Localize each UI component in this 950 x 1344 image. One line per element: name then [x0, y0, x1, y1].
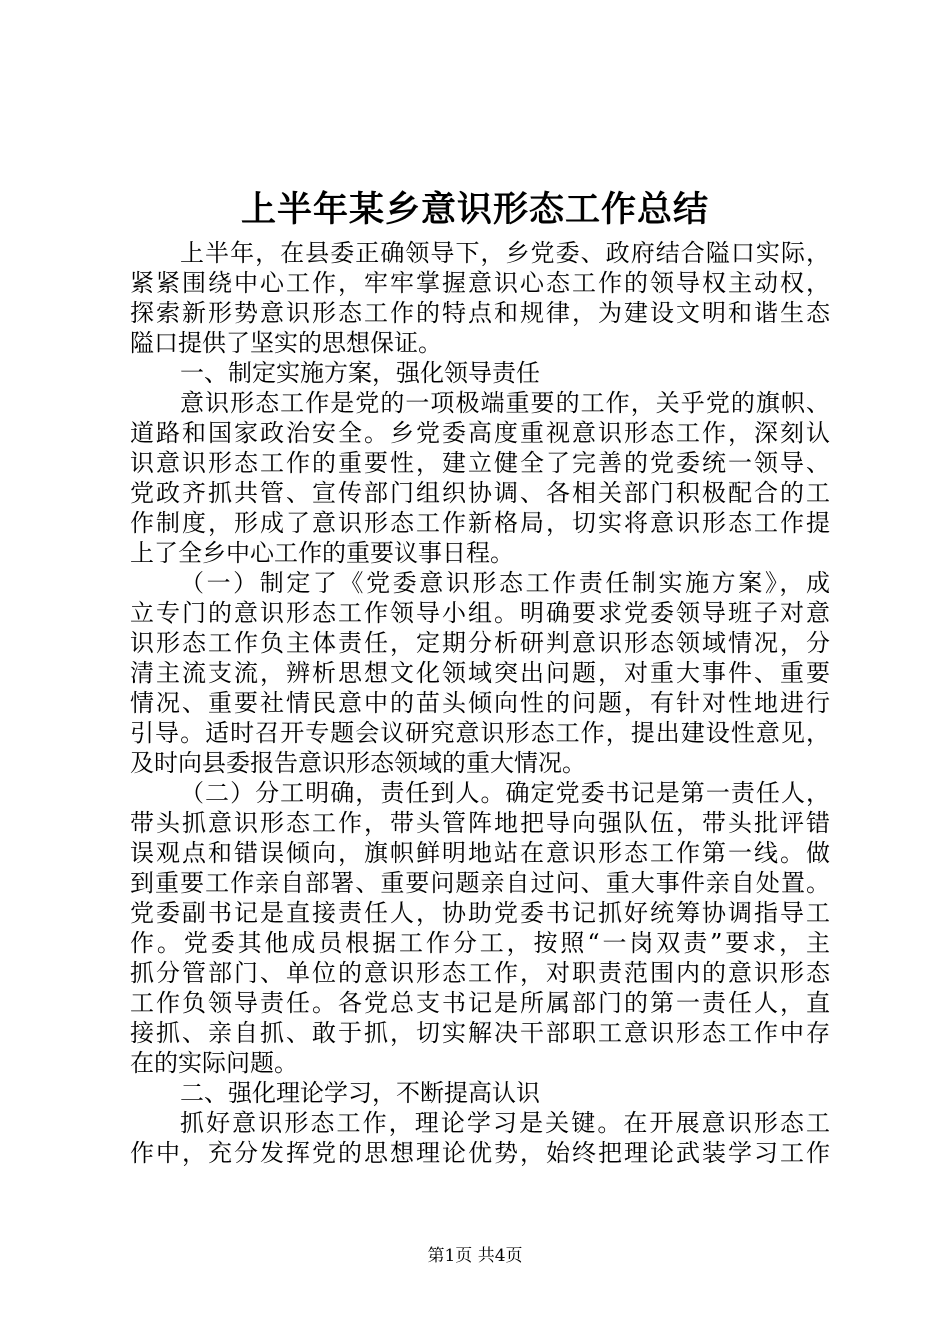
text-line: 作制度，形成了意识形态工作新格局，切实将意识形态工作提 — [130, 509, 830, 537]
document-title: 上半年某乡意识形态工作总结 — [240, 189, 709, 230]
text-line: 误观点和错误倾向，旗帜鲜明地站在意识形态工作第一线。做 — [130, 839, 830, 867]
text-line: 抓好意识形态工作，理论学习是关键。在开展意识形态工 — [180, 1109, 830, 1137]
text-line: 在的实际问题。 — [130, 1049, 298, 1077]
text-line: 党政齐抓共管、宣传部门组织协调、各相关部门积极配合的工 — [130, 479, 830, 507]
text-line: 识形态工作负主体责任，定期分析研判意识形态领域情况，分 — [130, 629, 830, 657]
text-line: 上半年，在县委正确领导下，乡党委、政府结合隘口实际， — [180, 239, 830, 267]
text-line: 清主流支流，辨析思想文化领域突出问题，对重大事件、重要 — [130, 659, 830, 687]
text-line: 党委副书记是直接责任人，协助党委书记抓好统筹协调指导工 — [130, 899, 830, 927]
text-line: 隘口提供了坚实的思想保证。 — [130, 329, 442, 357]
text-line: （一）制定了《党委意识形态工作责任制实施方案》，成 — [180, 569, 830, 597]
text-line: 立专门的意识形态工作领导小组。明确要求党委领导班子对意 — [130, 599, 830, 627]
text-line: 抓分管部门、单位的意识形态工作，对职责范围内的意识形态 — [130, 959, 830, 987]
text-line: 上了全乡中心工作的重要议事日程。 — [130, 539, 514, 567]
document-body — [130, 238, 830, 1168]
text-line: 道路和国家政治安全。乡党委高度重视意识形态工作，深刻认 — [130, 419, 830, 447]
text-line: 一、制定实施方案，强化领导责任 — [180, 359, 540, 387]
text-line: 情况、重要社情民意中的苗头倾向性的问题，有针对性地进行 — [130, 689, 830, 717]
text-line: 探索新形势意识形态工作的特点和规律，为建设文明和谐生态 — [130, 299, 830, 327]
text-line: 引导。适时召开专题会议研究意识形态工作，提出建设性意见， — [130, 719, 830, 747]
text-line: 作中，充分发挥党的思想理论优势，始终把理论武装学习工作 — [130, 1139, 830, 1167]
text-line: 作。党委其他成员根据工作分工，按照“一岗双责”要求，主 — [130, 929, 830, 957]
text-line: 带头抓意识形态工作，带头管阵地把导向强队伍，带头批评错 — [130, 809, 830, 837]
text-line: 接抓、亲自抓、敢于抓，切实解决干部职工意识形态工作中存 — [130, 1019, 830, 1047]
text-line: 二、强化理论学习，不断提高认识 — [180, 1079, 540, 1107]
text-line: 工作负领导责任。各党总支书记是所属部门的第一责任人，直 — [130, 989, 830, 1017]
text-line: 识意识形态工作的重要性，建立健全了完善的党委统一领导、 — [130, 449, 830, 477]
text-line: （二）分工明确，责任到人。确定党委书记是第一责任人， — [180, 779, 830, 807]
text-line: 意识形态工作是党的一项极端重要的工作，关乎党的旗帜、 — [180, 389, 830, 417]
page-footer: 第1页 共4页 — [427, 1246, 523, 1266]
text-line: 紧紧围绕中心工作，牢牢掌握意识心态工作的领导权主动权， — [130, 269, 830, 297]
text-line: 到重要工作亲自部署、重要问题亲自过问、重大事件亲自处置。 — [130, 869, 830, 897]
text-line: 及时向县委报告意识形态领域的重大情况。 — [130, 749, 586, 777]
